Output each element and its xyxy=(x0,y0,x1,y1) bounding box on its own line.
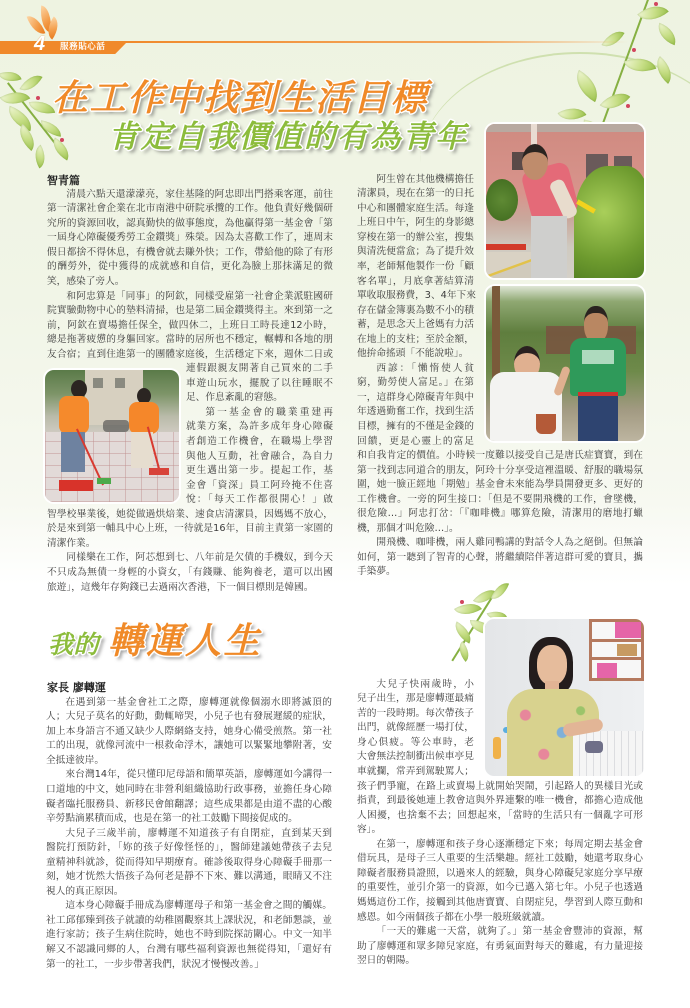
text-line: 口道地的中文，她同時在非營利組織協助行政事務，並擔任身心障 xyxy=(46,783,332,795)
photo-motorbikes xyxy=(103,420,129,432)
text-line: 客名單」，月底拿著結算清 xyxy=(357,275,474,287)
text-line: 在遇到第一基金會社工之際，廖轉運就像個溺水即將滅頂的 xyxy=(65,696,332,708)
article2-title-part1: 我的 xyxy=(48,630,100,659)
text-line: 中心和團體家庭生活。每逢 xyxy=(357,202,474,214)
photo-green-shirt xyxy=(570,338,626,396)
leaf-decoration xyxy=(654,23,680,46)
photo-brown-box xyxy=(617,644,637,656)
photo-man-trimming-hedge xyxy=(486,124,644,278)
text-line: 開飛機、咖啡機，兩人雞同鴨講的對話令人為之絕倒。但無論 xyxy=(376,537,643,549)
paragraph xyxy=(357,925,643,969)
article2-right-column-narrow xyxy=(357,678,474,780)
photo-window xyxy=(115,378,125,388)
text-line: 童精神科就診，從而得知早期療育。確診後取得身心障礙手冊那一 xyxy=(46,856,332,868)
text-line: 第一找到志同道合的朋友，阿玲十分享受這裡溫暖、舒服的職場氛 xyxy=(357,464,643,476)
text-line: 總是拖著疲憊的身軀回家。當時的居所也不穩定，輾轉和各地的朋 xyxy=(47,334,333,346)
article2-title-part2: 轉運人生 xyxy=(108,620,263,662)
photo-shelf-board xyxy=(589,639,644,642)
photo-face xyxy=(537,645,567,685)
text-line: 礙者臨托服務員、新移民會館翻譯；這些成果都是由道不盡的心酸 xyxy=(46,798,332,810)
berry-decoration xyxy=(626,104,630,108)
paragraph xyxy=(186,362,333,406)
text-line: 更生邁出第一步。提起工作，基 xyxy=(186,465,333,477)
text-line: 年透過勤奮工作，找到生活 xyxy=(357,406,474,418)
text-line: 在地上的支柱；至於金額， xyxy=(357,333,474,345)
text-line: 在第一，廖轉運和孩子身心逐漸穩定下來；每周定期去基金會 xyxy=(376,838,643,850)
paragraph xyxy=(357,838,643,925)
text-line: 如何，第一聽到了智青的心聲，將繼續陪伴著這群可愛的寶貝，攜 xyxy=(357,551,643,563)
photo-tree-trunk xyxy=(492,286,500,386)
photo-shirt-print xyxy=(582,350,614,364)
text-line: 第一基金會的職業重建再 xyxy=(205,406,333,418)
text-line: 金會「資深」員工阿玲掩不住喜 xyxy=(186,479,333,491)
article1-subtitle: 肯定自我價值的有為青年 xyxy=(108,119,468,155)
text-line: 加上本身語言不通又缺少人際網絡支持，她身心備受煎熬。第一社 xyxy=(46,725,332,737)
photo-flowers xyxy=(486,244,526,250)
text-line: 單收取服務費，3、4年下來 xyxy=(357,290,476,302)
paragraph xyxy=(46,899,332,972)
article2-byline: 家長 廖轉運 xyxy=(47,680,106,694)
text-line: 視人的真正原因。 xyxy=(46,885,124,897)
text-line: 清潔員，現在在第一的日托 xyxy=(357,188,474,200)
text-line: 第一的社工，一步步帶著我們，狀況才慢慢改善。」 xyxy=(46,958,264,970)
text-line: 清晨六點天還濛濛亮，家住基隆的阿忠即出門搭乘客運，前往 xyxy=(66,188,333,200)
text-line: 阿生曾在其他機構擔任 xyxy=(376,173,474,185)
article2-left-column xyxy=(46,696,332,972)
text-line: 苦的一段時期。每次帶孩子 xyxy=(357,707,474,719)
paragraph xyxy=(357,780,643,838)
text-line: 智學校畢業後，她從做過烘焙業、速食店清潔員，因媽媽不放心， xyxy=(47,508,333,520)
berry-decoration xyxy=(36,96,40,100)
text-line: 借玩具，是母子三人重要的生活樂趣。經社工鼓勵，她還考取身心 xyxy=(357,853,643,865)
article1-left-column-bottom xyxy=(47,508,333,595)
text-line: 解又不認識同鄉的人，台灣有哪些福利資源也無從得知，「還好有 xyxy=(46,943,332,955)
photo-orange-shirt xyxy=(129,402,159,434)
text-line: 機，那個才叫危險…」。 xyxy=(357,522,459,534)
text-line: 助了廖轉運和眾多障兒家庭，有勇氣面對每天的難處，有力量迎接 xyxy=(357,940,643,952)
leaf-decoration xyxy=(0,67,22,86)
paragraph xyxy=(46,768,332,826)
photo-workers-sweeping xyxy=(45,370,179,502)
paragraph xyxy=(46,827,332,900)
photo-mother-portrait xyxy=(485,619,644,776)
text-line: 刻，她才恍然大悟孩子為何老是靜不下來、難以溝通，眼睛又不注 xyxy=(46,871,332,883)
text-line: 身心俱疲。等公車時，老 xyxy=(357,736,474,748)
text-line: 工作機會。一旁的阿生接口：「但是不要開飛機的工作，會墜機， xyxy=(357,493,643,505)
text-line: 辛勞點滴累積而成，也是在第一的社工鼓勵下間接促成的。 xyxy=(46,813,298,825)
paragraph xyxy=(47,551,333,595)
article2-right-column-wide xyxy=(357,780,643,969)
text-line: 目標，擁有的不僅是金錢的 xyxy=(357,420,474,432)
header-rule xyxy=(118,41,628,43)
text-line: 兒子出生，那是廖轉運最痛 xyxy=(357,693,474,705)
text-line: 笑，感染了旁人。 xyxy=(47,275,125,287)
text-line: 院實驗動物中心的墊料清掃，也是第二屆金鑽獎得主。來到第一之 xyxy=(47,305,333,317)
text-line: 率，老師幫他製作一份「顧 xyxy=(357,260,474,272)
text-line: 出門，就像經歷一場打仗， xyxy=(357,722,474,734)
photo-person-head xyxy=(522,144,548,180)
text-line: 和阿忠算是「同事」的阿欽，同樣受雇第一社會企業派駐國研 xyxy=(66,290,333,302)
text-line: 手築夢。 xyxy=(357,566,396,578)
photo-broom-head xyxy=(97,478,111,484)
text-line: 全抵達彼岸。 xyxy=(46,754,105,766)
text-line: 指責，到最後她連上教會這與外界連繫的唯一機會，都擔心造成他 xyxy=(357,795,643,807)
text-line: 窮，勤勞使人富足。」在第 xyxy=(357,377,474,389)
section-title: 服務貼心話 xyxy=(60,42,106,52)
text-line: 與清洗便當盒；為了提升效 xyxy=(357,246,474,258)
article1-left-column-wrap xyxy=(186,362,333,507)
photo-jeans xyxy=(578,396,618,441)
text-line: 連假跟親友開著自己買來的二手 xyxy=(186,363,333,375)
text-line: 圍，她一臉正經地「期勉」基金會未來能為學員開發更多、更好的 xyxy=(357,479,643,491)
text-line: 友合宿；直到住進第一的團體家庭後，生活穩定下來，週休二日或 xyxy=(47,348,333,360)
text-line: 第一清潔社會企業在北市南港中研院承攬的工作。他負責好幾個研 xyxy=(47,203,333,215)
text-line: 同樣樂在工作，阿芯想到七、八年前是欠債的手機奴，到今天 xyxy=(66,552,333,564)
text-line: 上班日中午，阿生的身影總 xyxy=(357,217,474,229)
text-line: 足、作息紊亂的窘態。 xyxy=(186,392,283,404)
article1-left-column-top xyxy=(47,188,333,363)
photo-shelf-board xyxy=(589,657,644,660)
text-line: 西諺：「懶惰使人貧 xyxy=(376,362,474,374)
text-line: 來台灣14年，從只懂印尼母語和簡單英語，廖轉運如今講得一 xyxy=(65,769,332,781)
berry-decoration xyxy=(632,48,636,52)
paragraph xyxy=(47,290,333,363)
page-number: 4 xyxy=(34,33,46,55)
photo-dustpan xyxy=(59,480,93,491)
paragraph xyxy=(47,188,333,290)
photo-roof xyxy=(486,124,644,132)
berry-decoration xyxy=(60,138,64,142)
text-line: 大兒子快兩歲時，小 xyxy=(376,678,474,690)
photo-broom-head xyxy=(149,468,169,475)
text-line: 與他人互動，社會融合，為自力 xyxy=(186,450,333,462)
leaf-decoration xyxy=(601,26,624,52)
text-line: 存在儲金簿裏為數不小的積 xyxy=(357,304,474,316)
berry-decoration xyxy=(460,600,464,604)
text-line: 感恩。如今兩個孩子都在小學一般班級就讀。 xyxy=(357,911,551,923)
text-line: 醫院打預防針，「妳的孩子好像怪怪的」，醫師建議她帶孩子去兒 xyxy=(46,842,332,854)
text-line: 障礙者服務員證照，以過來人的經驗，與身心障礙兒家庭分享早療 xyxy=(357,867,643,879)
paragraph xyxy=(46,696,332,769)
text-line: 就業方案，為許多成年身心障礙 xyxy=(186,421,333,433)
leaf-decoration xyxy=(491,580,509,603)
text-line: 大會無法控制衝出候車亭見 xyxy=(357,751,474,763)
text-line: 於是來到第一輔具中心上班，一待就是16年，目前主責第一家園的 xyxy=(47,523,333,535)
photo-pink-basket xyxy=(597,663,617,678)
text-line: 不只成為無債一身輕的小資女，「有錢賺、能夠養老，還可以出國 xyxy=(47,566,333,578)
paragraph xyxy=(357,678,474,780)
text-line: 容」。 xyxy=(357,824,382,836)
photo-pants xyxy=(531,216,567,278)
text-line: 清潔作業。 xyxy=(47,537,96,549)
paragraph xyxy=(357,173,474,362)
photo-two-friends xyxy=(486,286,644,441)
photo-orange-shirt xyxy=(59,396,89,434)
text-line: 蓄，是思念天上爸媽有力活 xyxy=(357,319,474,331)
text-line: 孩子們爭寵，在路上或賣場上就開始哭鬧，引起路人的異樣目光或 xyxy=(357,780,643,792)
text-line: 悅：「每天工作都很開心！」啟 xyxy=(186,494,333,506)
paragraph xyxy=(47,508,333,552)
text-line: 進行家訪；孩子生病住院時，她也不時到院探訪關心。中文一知半 xyxy=(46,929,332,941)
text-line: 者創造工作機會，在職場上學習 xyxy=(186,436,333,448)
text-line: 翌日的朝陽。 xyxy=(357,955,416,967)
text-line: 究所的資源回收，認真勤快的做事態度，為他贏得第一基金會「第 xyxy=(47,217,333,229)
article1-right-column-narrow xyxy=(357,173,474,449)
photo-plant-pot xyxy=(536,414,556,434)
photo-gloves xyxy=(585,741,603,753)
text-line: 人；大兒子莫名的好動，動輒啼哭，小兒子也有發展遲緩的症狀， xyxy=(46,711,332,723)
text-line: 穿梭在第一的辦公室，搜集 xyxy=(357,231,474,243)
berry-decoration xyxy=(654,2,658,6)
photo-hedge xyxy=(574,166,644,278)
article1-right-column-wide xyxy=(357,449,643,580)
text-line: 媽媽這份工作，接觸到其他唐寶寶、自閉症兒，學習到人際互動和 xyxy=(357,896,643,908)
text-line: 一屆身心障礙優秀勞工金鑽獎」殊榮。因為太喜歡工作了，連周末 xyxy=(47,232,333,244)
text-line: 前，阿欽在賣場擔任保全，做四休二，上班日工時長達12小時， xyxy=(47,319,333,331)
paragraph xyxy=(357,362,474,449)
text-line: 一，這群身心障礙青年與中 xyxy=(357,391,474,403)
text-line: 車就攔，常弄到駕駛罵人； xyxy=(357,765,474,777)
photo-tree xyxy=(486,179,518,221)
text-line: 車遊山玩水，擺脫了以往睡眠不 xyxy=(186,377,333,389)
text-line: 他拚命搖頭「不能說啦」。 xyxy=(357,348,469,360)
photo-pink-box xyxy=(615,622,641,638)
text-line: 的重要性，並引介第一的資源，如今已邁入第七年。小兒子也透過 xyxy=(357,882,643,894)
photo-window xyxy=(93,378,103,388)
text-line: 回饋，更是心靈上的富足 xyxy=(357,435,474,447)
paragraph xyxy=(186,406,333,508)
text-line: 人困擾，也捨棄不去；回想起來，「當時的生活只有一個亂字可形 xyxy=(357,809,643,821)
photo-giraffe-decal xyxy=(493,737,501,759)
text-line: 工的出現，就像河流中一根救命浮木，讓她可以緊緊地攀附著，安 xyxy=(46,740,332,752)
article1-byline: 智青篇 xyxy=(47,174,80,187)
text-line: 大兒子三歲半前，廖轉運不知道孩子有自閉症，直到某天到 xyxy=(65,827,332,839)
paragraph xyxy=(357,449,643,536)
text-line: 旅遊」，這幾年存夠錢已去過兩次香港，下一個目標則是韓國。 xyxy=(47,581,314,593)
text-line: 假日都捨不得休息，有機會就去賺外快；工作，帶給他的除了有形 xyxy=(47,246,333,258)
photo-table xyxy=(573,731,644,776)
text-line: 「一天的難處一天當，就夠了。」第一基金會豐沛的資源，幫 xyxy=(376,926,643,938)
text-line: 很危險…」阿忠打岔：「『咖啡機』哪算危險，清潔用的磨地打蠟 xyxy=(357,508,643,520)
text-line: 的酬勞外，從中獲得的成就感和自信，更化為臉上那抹滿足的微 xyxy=(47,261,333,273)
article1-title: 在工作中找到生活目標 xyxy=(52,77,429,119)
text-line: 社工邱郁臻到孩子就讀的幼稚園觀察其上課狀況，和老師懇談，並 xyxy=(46,914,332,926)
text-line: 這本身心障礙手冊成為廖轉運母子和第一基金會之間的觸媒。 xyxy=(65,900,332,912)
paragraph xyxy=(357,536,643,580)
text-line: 和自我肯定的價值。小時候一度難以接受自己是唐氏症寶寶，到在 xyxy=(357,450,643,462)
